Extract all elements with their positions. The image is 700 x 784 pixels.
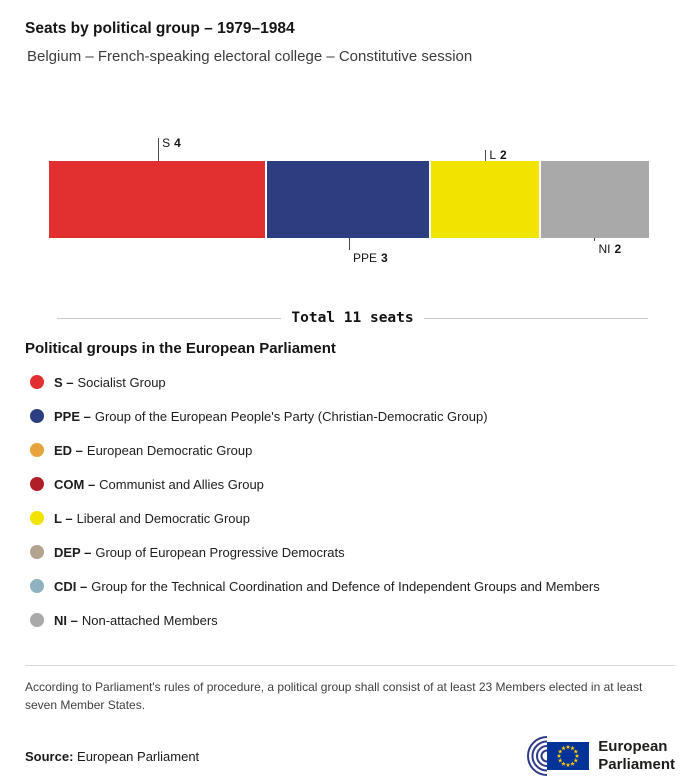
source-value: European Parliament — [77, 748, 200, 764]
footnote: According to Parliament's rules of procedure, a political group shall consist of at least 23 Members elected in at least seven Member States. — [25, 680, 643, 712]
legend-color-dot — [30, 613, 44, 627]
legend-label: S – Socialist Group — [54, 374, 166, 390]
legend-color-dot — [30, 375, 44, 389]
bar-segment-l — [431, 161, 539, 238]
legend-list — [25, 365, 675, 637]
total-rule-left — [57, 318, 281, 319]
bar-segment-ni — [541, 161, 649, 238]
bar-callout-label-ni: NI 2 — [598, 242, 622, 256]
hemicycle-arcs-icon — [528, 737, 547, 775]
legend-item-com — [25, 467, 675, 501]
legend-label: L – Liberal and Democratic Group — [54, 510, 250, 526]
source-line — [25, 749, 199, 764]
legend-heading: Political groups in the European Parliament — [25, 340, 336, 357]
legend-label: PPE – Group of the European People's Party (Christian-Democratic Group) — [54, 408, 488, 424]
legend-label: DEP – Group of European Progressive Democrats — [54, 544, 345, 560]
source-label: Source: — [25, 748, 74, 764]
logo-line2: Parliament — [598, 756, 675, 773]
bar-callout-tick-l — [485, 150, 486, 161]
legend-color-dot — [30, 579, 44, 593]
chart-title: Seats by political group – 1979–1984 — [25, 20, 295, 37]
footnote-divider — [25, 665, 675, 666]
legend-color-dot — [30, 443, 44, 457]
bar-segment-s — [49, 161, 265, 238]
bar-callout-label-s: S 4 — [162, 136, 181, 150]
legend-label: NI – Non-attached Members — [54, 612, 218, 628]
bar-callout-tick-ppe — [349, 238, 350, 250]
total-seats-label: Total 11 seats — [291, 310, 414, 326]
logo-line1: European — [598, 738, 668, 755]
legend-color-dot — [30, 477, 44, 491]
legend-item-ni — [25, 603, 675, 637]
bar-callout-label-l: L 2 — [489, 148, 507, 162]
legend-color-dot — [30, 545, 44, 559]
total-row — [57, 310, 648, 326]
legend-color-dot — [30, 511, 44, 525]
legend-item-l — [25, 501, 675, 535]
bar-callout-label-ppe: PPE 3 — [353, 251, 388, 265]
total-rule-right — [424, 318, 648, 319]
footer — [25, 734, 675, 778]
chart — [49, 136, 649, 265]
european-parliament-logo — [521, 734, 675, 778]
eu-parliament-logo-mark — [521, 734, 589, 778]
legend-item-dep — [25, 535, 675, 569]
chart-subtitle: Belgium – French-speaking electoral college – Constitutive session — [27, 48, 473, 65]
legend-label: ED – European Democratic Group — [54, 442, 253, 458]
legend-item-cdi — [25, 569, 675, 603]
legend-label: COM – Communist and Allies Group — [54, 476, 264, 492]
bar-callout-tick-ni — [594, 238, 595, 241]
legend-item-ppe — [25, 399, 675, 433]
legend-item-ed — [25, 433, 675, 467]
logo-wordmark — [598, 738, 675, 774]
legend-color-dot — [30, 409, 44, 423]
stacked-bar — [49, 161, 649, 238]
legend-label: CDI – Group for the Technical Coordination and Defence of Independent Groups and Members — [54, 578, 600, 594]
legend-item-s — [25, 365, 675, 399]
bar-callout-tick-s — [158, 138, 159, 161]
bar-segment-ppe — [267, 161, 429, 238]
